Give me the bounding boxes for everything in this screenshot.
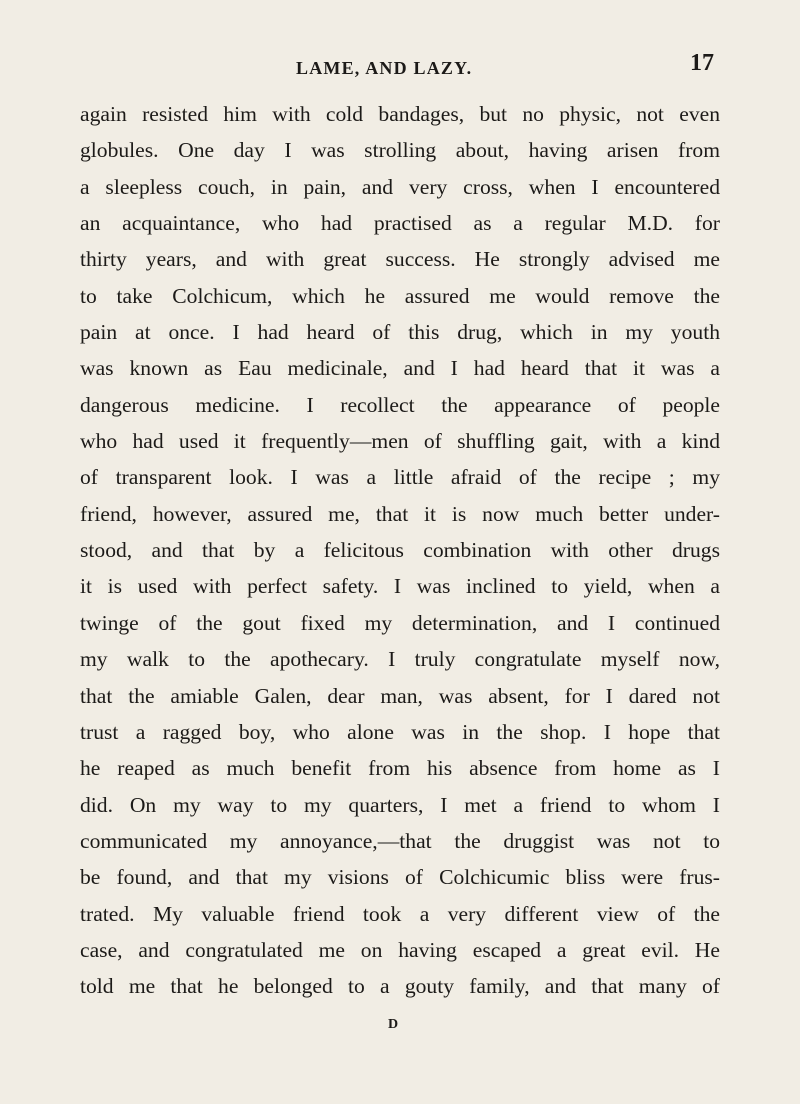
text-line: be found, and that my visions of Colchicumic bliss were frus- <box>80 865 720 890</box>
page-number: 17 <box>690 50 714 76</box>
text-line: communicated my annoyance,—that the druggist was not to <box>80 828 720 853</box>
text-line: case, and congratulated me on having escaped a great evil. He <box>80 937 720 962</box>
text-line: globules. One day I was strolling about, having arisen from <box>80 138 720 163</box>
running-head: LAME, AND LAZY. <box>296 58 473 78</box>
body-text <box>80 96 720 1005</box>
text-line: twinge of the gout fixed my determination, and I continued <box>80 610 720 635</box>
text-line: he reaped as much benefit from his absence from home as I <box>80 756 720 781</box>
text-line: an acquaintance, who had practised as a regular M.D. for <box>80 211 720 236</box>
text-line: pain at once. I had heard of this drug, which in my youth <box>80 320 720 345</box>
text-line: was known as Eau medicinale, and I had heard that it was a <box>80 356 720 381</box>
text-line: thirty years, and with great success. He strongly advised me <box>80 247 720 272</box>
text-line: trated. My valuable friend took a very different view of the <box>80 901 720 926</box>
text-line: of transparent look. I was a little afraid of the recipe ; my <box>80 465 720 490</box>
text-line: my walk to the apothecary. I truly congratulate myself now, <box>80 647 720 672</box>
text-line: it is used with perfect safety. I was inclined to yield, when a <box>80 574 720 599</box>
signature-mark: D <box>388 1017 399 1032</box>
text-line: trust a ragged boy, who alone was in the shop. I hope that <box>80 719 720 744</box>
text-line: dangerous medicine. I recollect the appearance of people <box>80 392 720 417</box>
text-line: did. On my way to my quarters, I met a friend to whom I <box>80 792 720 817</box>
text-line: again resisted him with cold bandages, but no physic, not even <box>80 102 720 126</box>
text-line: who had used it frequently—men of shuffling gait, with a kind <box>80 429 720 454</box>
text-line: to take Colchicum, which he assured me would remove the <box>80 283 720 308</box>
text-line: told me that he belonged to a gouty family, and that many of <box>80 974 720 999</box>
text-line: that the amiable Galen, dear man, was absent, for I dared not <box>80 683 720 708</box>
text-line: stood, and that by a felicitous combination with other drugs <box>80 538 720 563</box>
text-line: a sleepless couch, in pain, and very cross, when I encountered <box>80 174 720 199</box>
text-line: friend, however, assured me, that it is now much better under- <box>80 501 720 526</box>
